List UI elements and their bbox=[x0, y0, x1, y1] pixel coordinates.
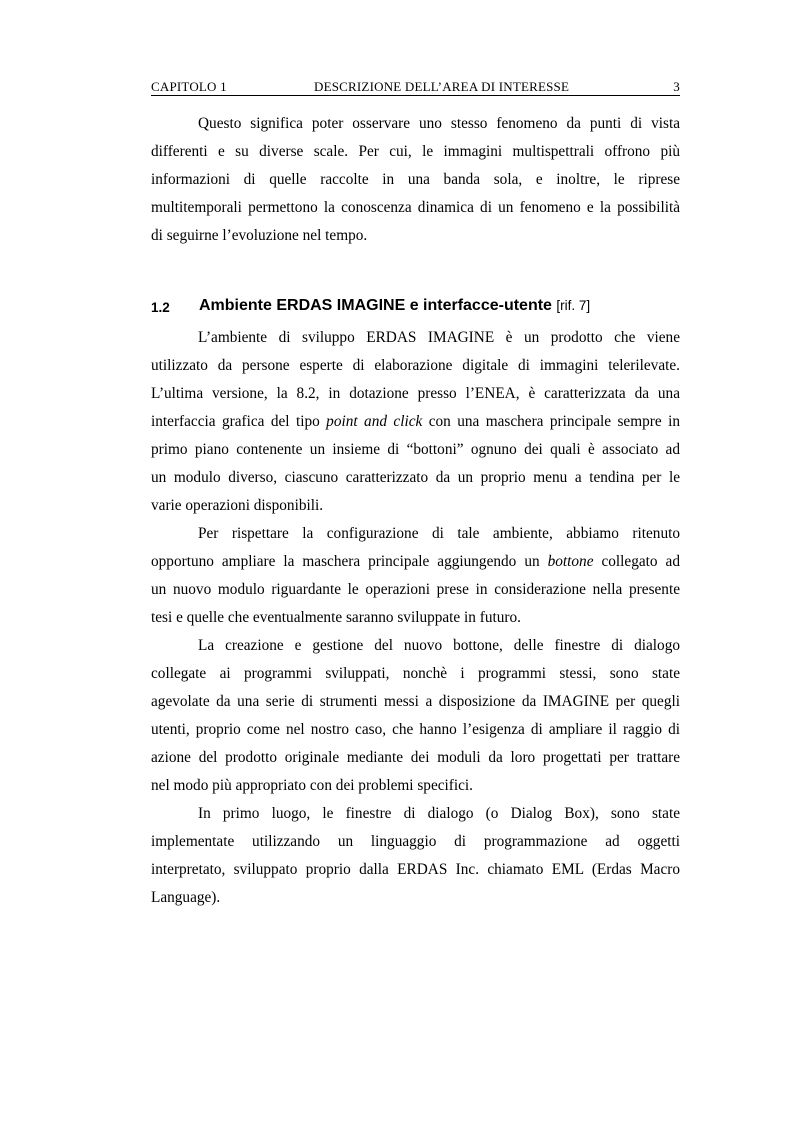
running-header bbox=[151, 78, 680, 96]
paragraph: In primo luogo, le finestre di dialogo (o Dialog Box), sono state implementate utilizzando un linguaggio di programmazione ad oggetti interpretato, sviluppato proprio dalla ERDAS Inc. chiamato EML (Erdas Macro Language). bbox=[151, 805, 680, 906]
text-line: multitemporali permettono la conoscenza dinamica di un fenomeno e la possibilità bbox=[151, 199, 680, 216]
text-line: di seguirne l’evoluzione nel tempo. bbox=[151, 227, 368, 244]
text-line: informazioni di quelle raccolte in una banda sola, e inoltre, le riprese bbox=[151, 171, 680, 188]
paragraph: L’ambiente di sviluppo ERDAS IMAGINE è un prodotto che viene utilizzato da persone esperte di elaborazione digitale di immagini telerilevate. L’ultima versione, la 8.2, in dotazione presso l’ENEA, è caratterizzata da una interfaccia grafica del tipo point and click con una maschera principale sempre in primo piano contenente un insieme di “bottoni” ognuno dei quali è associato ad un modulo diverso, ciascuno caratterizzato da un proprio menu a tendina per le varie operazioni disponibili. bbox=[151, 329, 680, 514]
chapter-label: CAPITOLO 1 bbox=[151, 79, 227, 94]
section-title: Ambiente ERDAS IMAGINE e interfacce-utente [rif. 7] bbox=[199, 297, 591, 314]
intro-paragraph bbox=[151, 110, 680, 250]
page-number: 3 bbox=[673, 79, 680, 94]
text-line: Questo significa poter osservare uno stesso fenomeno da punti di vista bbox=[198, 115, 680, 132]
paragraph: Per rispettare la configurazione di tale ambiente, abbiamo ritenuto opportuno ampliare la maschera principale aggiungendo un bottone collegato ad un nuovo modulo riguardante le operazioni prese in considerazione nella presente tesi e quelle che eventualmente saranno sviluppate in futuro. bbox=[151, 525, 680, 626]
section-reference: [rif. 7] bbox=[556, 298, 591, 313]
section-number: 1.2 bbox=[151, 300, 170, 315]
body-paragraphs bbox=[151, 324, 680, 912]
chapter-title: DESCRIZIONE DELL’AREA DI INTERESSE bbox=[314, 79, 570, 94]
section-heading bbox=[151, 297, 680, 321]
text-line: differenti e su diverse scale. Per cui, le immagini multispettrali offrono più bbox=[151, 143, 680, 160]
paragraph: La creazione e gestione del nuovo bottone, delle finestre di dialogo collegate ai programmi sviluppati, nonchè i programmi stessi, sono state agevolate da una serie di strumenti messi a disposizione da IMAGINE per quegli utenti, proprio come nel nostro caso, che hanno l’esigenza di ampliare il raggio di azione del prodotto originale mediante dei moduli da loro progettati per trattare nel modo più appropriato con dei problemi specifici. bbox=[151, 637, 680, 794]
